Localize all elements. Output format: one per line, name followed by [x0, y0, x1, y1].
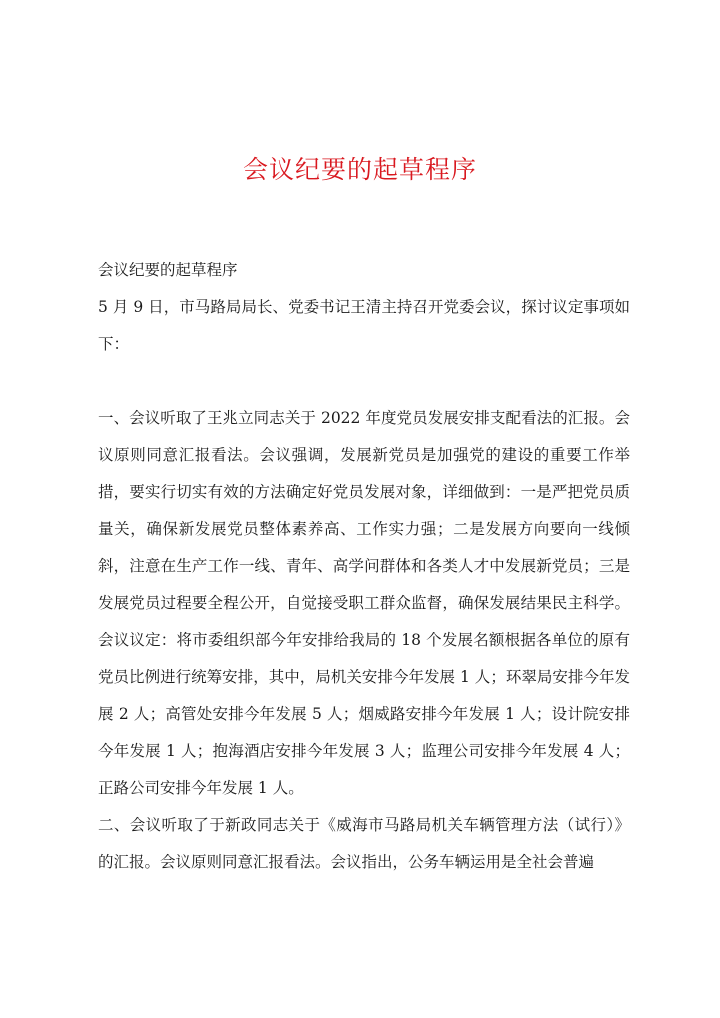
document-subtitle: 会议纪要的起草程序	[98, 261, 238, 279]
document-body	[98, 252, 630, 881]
intro-paragraph: 5 月 9 日，市马路局局长、党委书记王清主持召开党委会议，探讨议定事项如下：	[98, 298, 630, 353]
item-two-paragraph: 二、会议听取了于新政同志关于《威海市马路局机关车辆管理方法（试行）》的汇报。会议原则同意汇报看法。会议指出，公务车辆运用是全社会普遍	[98, 816, 630, 871]
document-title: 会议纪要的起草程序	[242, 155, 477, 184]
paragraph-gap	[98, 363, 630, 400]
item-one-paragraph: 一、会议听取了王兆立同志关于 2022 年度党员发展安排支配看法的汇报。会议原则同意汇报看法。会议强调，发展新党员是加强党的建设的重要工作举措，要实行切实有效的方法确定好党员发展对象，详细做到：一是严把党员质量关，确保新发展党员整体素养高、工作实力强；二是发展方向要向一线倾斜，注意在生产工作一线、青年、高学问群体和各类人才中发展新党员；三是发展党员过程要全程公开，自觉接受职工群众监督，确保发展结果民主科学。会议议定：将市委组织部今年安排给我局的 18 个发展名额根据各单位的原有党员比例进行统筹安排，其中，局机关安排今年发展 1 人；环翠局安排今年发展 2 人；高管处安排今年发展 5 人；烟威路安排今年发展 1 人；设计院安排今年发展 1 人；抱海酒店安排今年发展 3 人；监理公司安排今年发展 4 人；正路公司安排今年发展 1 人。	[98, 409, 630, 797]
